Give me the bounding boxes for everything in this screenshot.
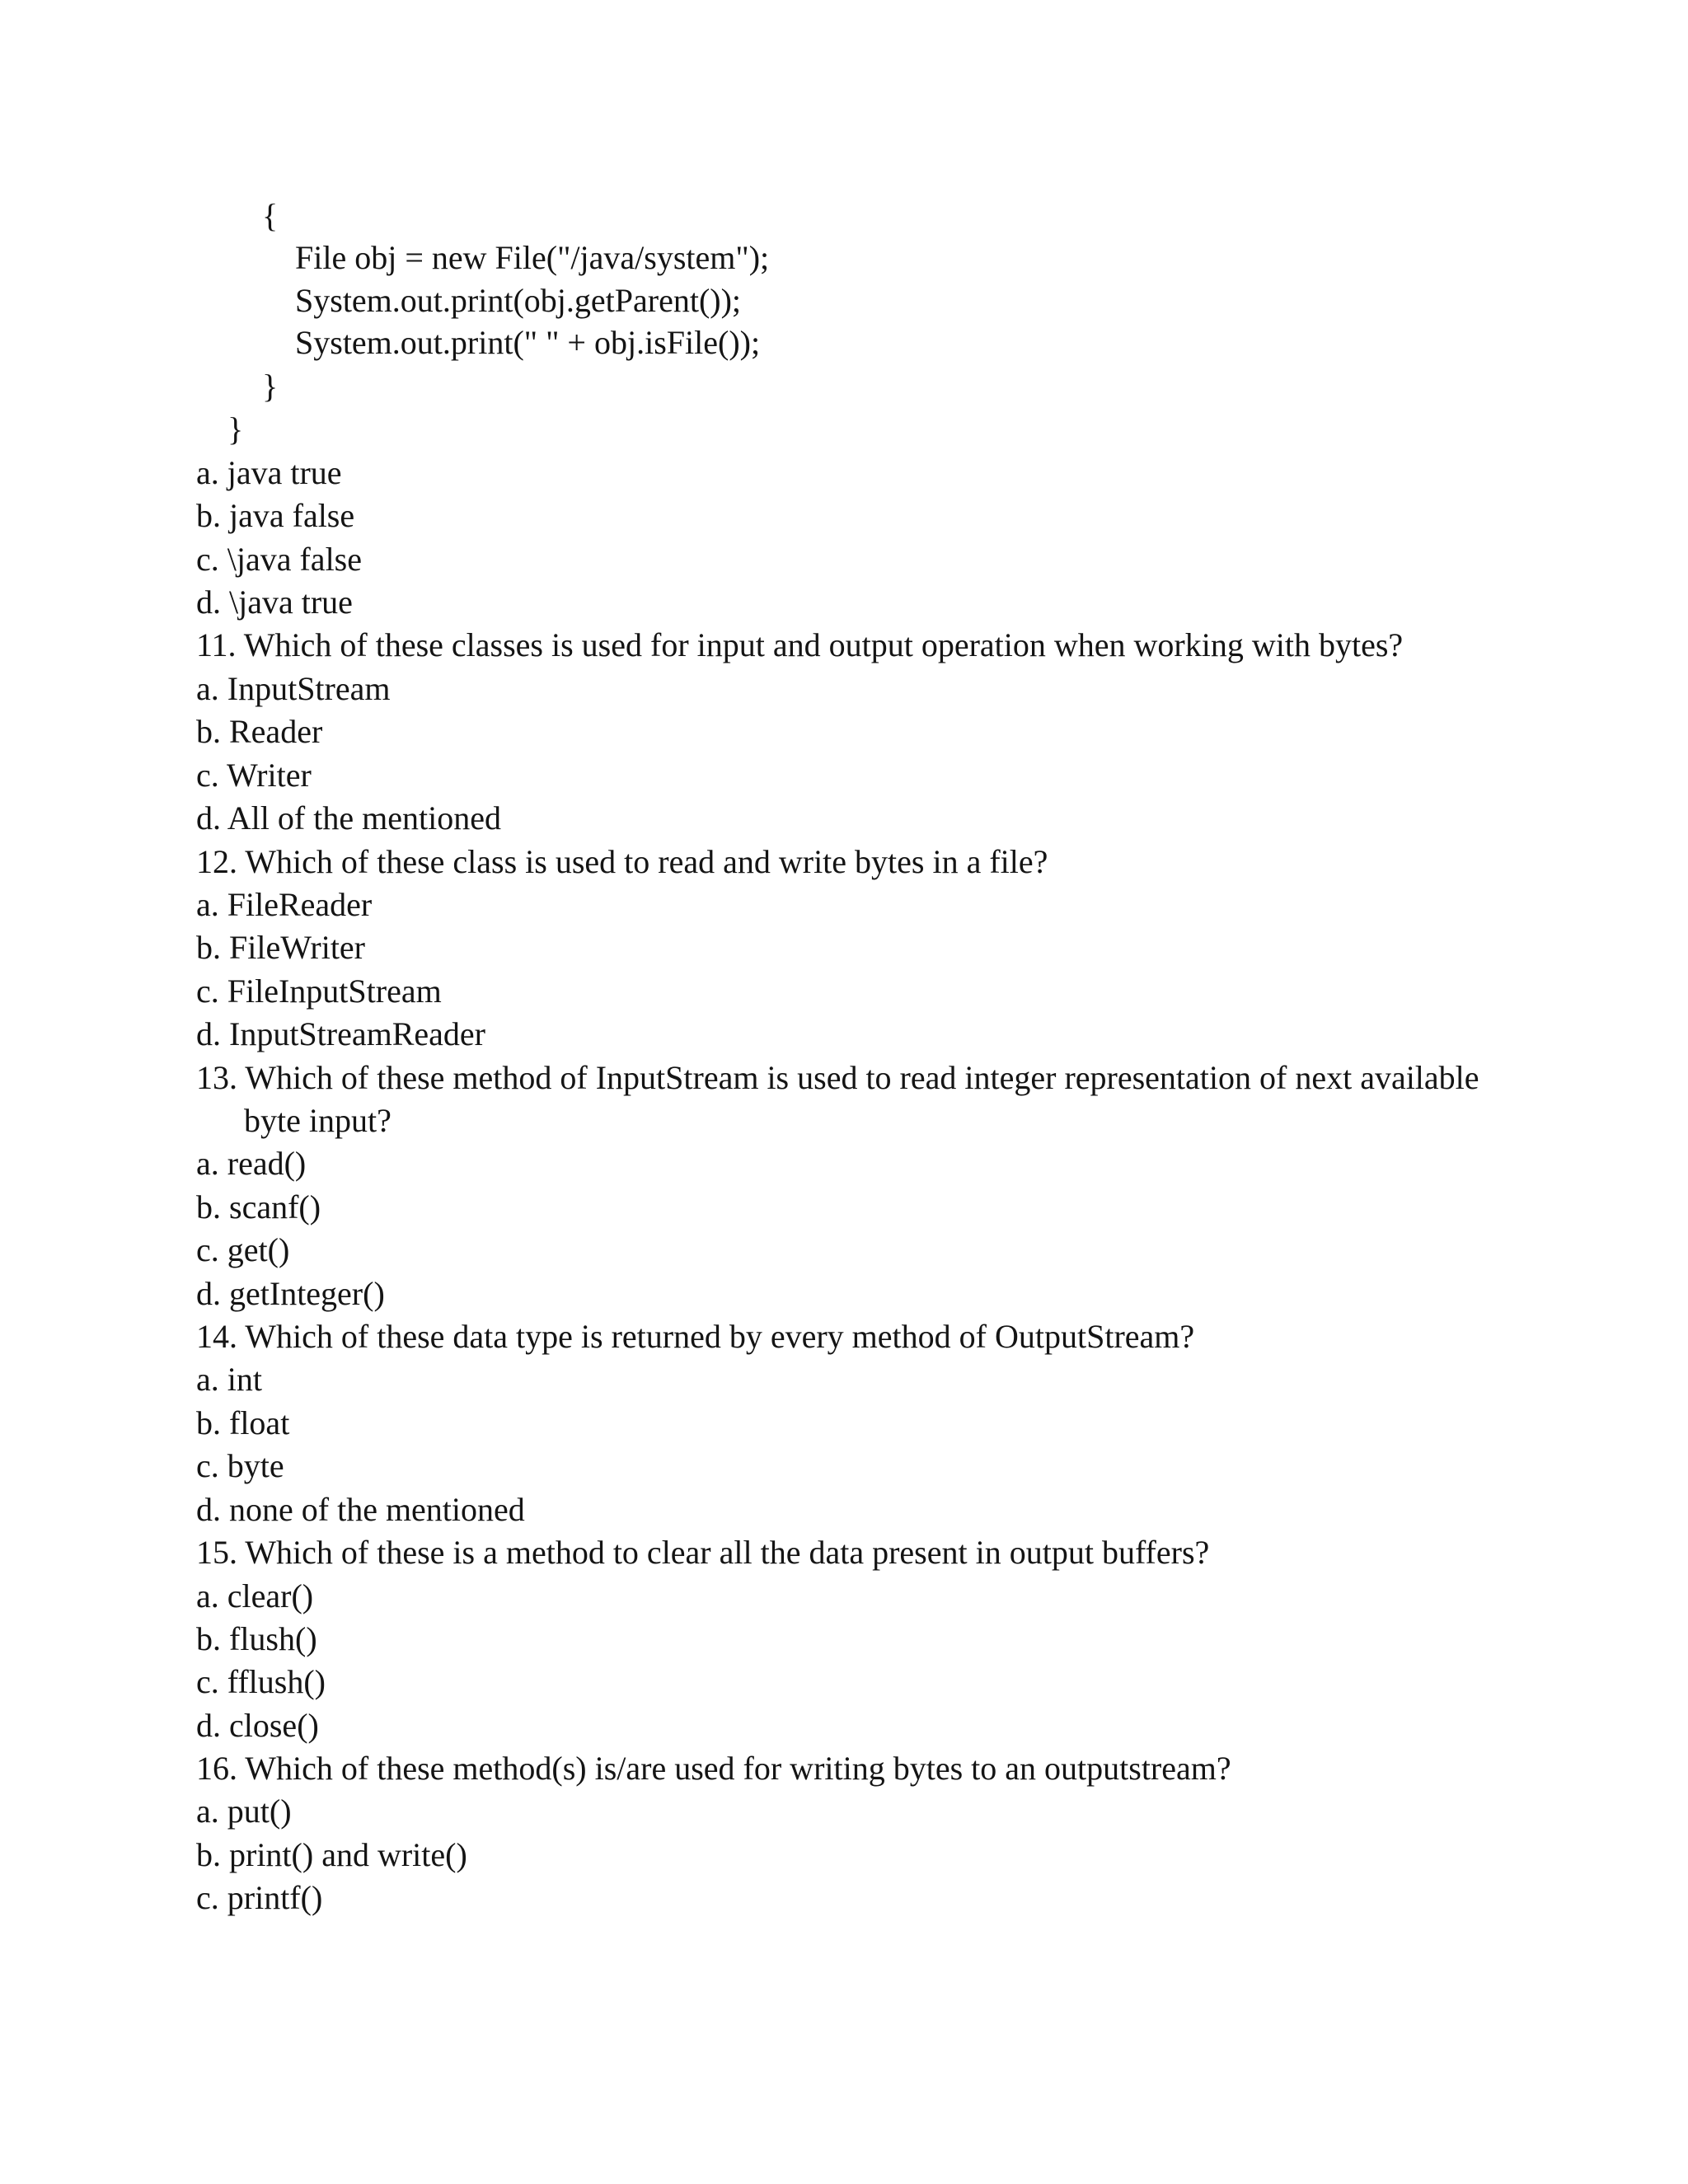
code-close-outer-brace: } [227,410,244,448]
q10-option-d: d. \java true [196,583,353,621]
q11-option-a: a. InputStream [196,670,391,707]
q12-option-d: d. InputStreamReader [196,1015,485,1052]
q12-option-c: c. FileInputStream [196,972,442,1010]
question-14: 14. Which of these data type is returned by every method of OutputStream? [196,1318,1195,1355]
q16-option-c: c. printf() [196,1879,323,1916]
q16-option-b: b. print() and write() [196,1836,467,1873]
question-13: 13. Which of these method of InputStream is used to read integer representation of next available [196,1059,1479,1096]
q11-option-c: c. Writer [196,757,312,794]
q14-option-d: d. none of the mentioned [196,1491,525,1528]
q15-option-a: a. clear() [196,1577,314,1615]
code-line-2: System.out.print(obj.getParent()); [295,282,742,319]
q12-option-a: a. FileReader [196,886,373,923]
question-11: 11. Which of these classes is used for input and output operation when working with bytes? [196,626,1404,663]
question-12: 12. Which of these class is used to read and write bytes in a file? [196,843,1048,880]
question-13-continuation: byte input? [244,1102,392,1139]
q10-option-b: b. java false [196,497,355,534]
question-15: 15. Which of these is a method to clear all the data present in output buffers? [196,1534,1210,1571]
question-16: 16. Which of these method(s) is/are used for writing bytes to an outputstream? [196,1750,1231,1787]
q13-option-c: c. get() [196,1231,290,1268]
q13-option-a: a. read() [196,1145,307,1182]
q15-option-b: b. flush() [196,1620,317,1657]
q13-option-d: d. getInteger() [196,1275,385,1312]
q14-option-a: a. int [196,1361,262,1398]
q11-option-b: b. Reader [196,713,323,750]
q14-option-b: b. float [196,1404,290,1441]
q16-option-a: a. put() [196,1793,292,1830]
q15-option-c: c. fflush() [196,1663,326,1700]
q14-option-c: c. byte [196,1447,284,1484]
code-close-inner-brace: } [262,368,279,405]
code-line-3: System.out.print(" " + obj.isFile()); [295,324,761,361]
q11-option-d: d. All of the mentioned [196,799,501,837]
q10-option-a: a. java true [196,454,342,491]
q12-option-b: b. FileWriter [196,929,365,966]
code-open-brace: { [262,197,279,234]
q13-option-b: b. scanf() [196,1188,321,1226]
q10-option-c: c. \java false [196,541,362,578]
q15-option-d: d. close() [196,1707,319,1744]
code-line-1: File obj = new File("/java/system"); [295,239,770,276]
